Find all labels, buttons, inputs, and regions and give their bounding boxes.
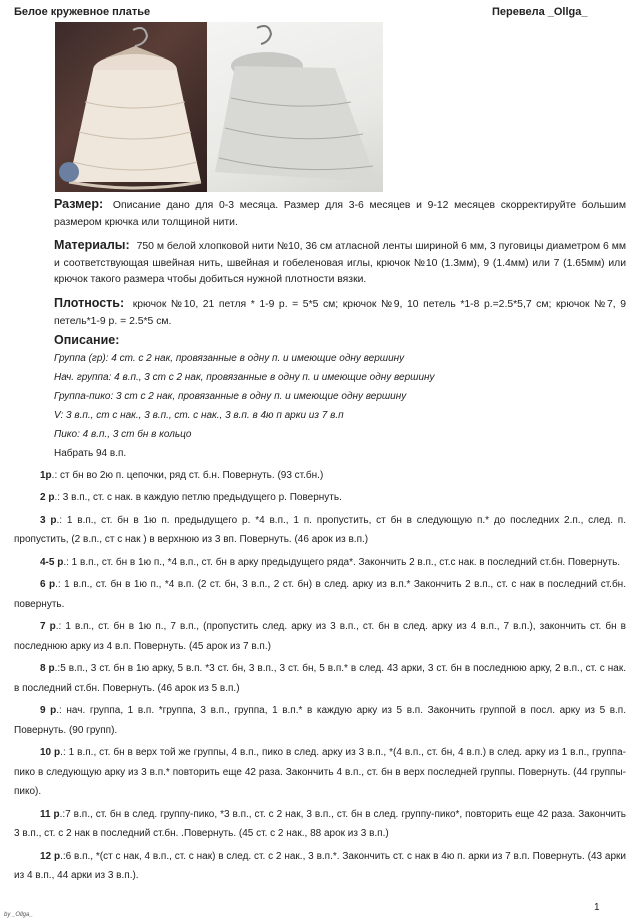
row-number: 7 р [40,621,56,633]
row-text: .: 1 в.п., ст. бн в верх той же группы, 4 в.п., пико в след. арку из 3 в.п., *(4 в.п., ст. бн, 4 в.п.) в след. арку из 1 в.п., группа-пико в следующую арку из 3 в.п.* повторить еще 42 раза. Закончить 4 в.п., ст. бн в верх последней группы. Повернуть. (44 группы-пико). [14,747,626,798]
row-number: 12 р [40,850,61,862]
row-text: .: 1 в.п., ст. бн в 1ю п., *4 в.п., ст. бн в арку предыдущего ряда*. Закончить 2 в.п., ст.с нак. в последний ст.бн. Повернуть. [63,556,621,568]
row-text: .:5 в.п., 3 ст. бн в 1ю арку, 5 в.п. *3 ст. бн, 3 в.п., 3 ст. бн, 5 в.п.* в след. 43 арки, 3 ст. бн в последнюю арку, 2 в.п., ст. с нак. в последний ст.бн. Повернуть. (46 арок из 5 в.п.) [14,663,627,694]
row-number: 4-5 р [40,556,64,568]
row-number: 8 р [40,663,55,675]
row-instruction [14,847,626,886]
definition-item: Нач. группа: 4 в.п., 3 ст с 2 нак, провязанные в одну п. и имеющие одну вершину [54,371,435,383]
row-text: .:6 в.п., *(ст с нак, 4 в.п., ст. с нак) в след. ст. с 2 нак., 3 в.п.*. Закончить ст. с нак в 4ю п. арки из 7 в.п. Повернуть. (43 арки из 4 в.п., 44 арки из 3 в.п.). [14,850,626,882]
description-title: Описание: [54,333,120,348]
cast-on-instruction: Набрать 94 в.п. [54,447,127,459]
row-number: 6 р [40,579,56,591]
row-instruction [14,488,626,508]
size-label: Размер: [54,197,104,211]
row-text: .: 1 в.п., ст. бн в 1ю п. предыдущего р. *4 в.п., 1 п. пропустить, ст бн в следующую п.* до последних 2.п., след. п. пропустить, (2 в.п., ст с нак ) в верхнюю из 3 вп. Повернуть. (46 арок из в.п.) [14,514,626,546]
row-text: .: ст бн во 2ю п. цепочки, ряд ст. б.н. Повернуть. (93 ст.бн.) [51,469,324,481]
definition-item: Группа (гр): 4 ст. с 2 нак, провязанные в одну п. и имеющие одну вершину [54,352,405,364]
size-section [14,196,626,231]
row-instruction [14,575,626,614]
row-number: 9 р [40,705,57,717]
row-number: 10 р [40,747,61,759]
document-title: Белое кружевное платье [14,6,151,18]
definition-item: Пико: 4 в.п., 3 ст бн в кольцо [54,428,192,440]
row-text: .: 1 в.п., ст. бн в 1ю п., 7 в.п., (пропустить след. арку из 3 в.п., ст. бн в след. арку из 4 в.п., 7 в.п.), закончить ст. бн в последнюю арку из 4 в.п. Повернуть. (45 арок из 7 в.п.) [14,621,626,652]
row-instruction [14,701,626,740]
definition-item: Группа-пико: 3 ст с 2 нак, провязанные в одну п. и имеющие одну вершину [54,390,407,402]
document-body [14,196,626,886]
footer-signature: by _Ollga_ [4,912,33,918]
row-number: 3 р [40,514,57,526]
row-instruction [14,743,626,802]
dress-photo-color [55,22,207,192]
row-text: .:7 в.п., ст. бн в след. группу-пико, *3 в.п., ст. с 2 нак, 3 в.п., ст. бн в след. группу-пико*, повторить еще 42 раза. Закончить 3 в.п., ст. с 2 нак в последний ст.бн. .Повернуть. (45 ст. с 2 нак., 88 арок из 3 в.п.) [14,808,626,840]
row-instruction [14,805,626,844]
row-number: 1р [40,469,52,481]
density-label: Плотность: [54,295,125,310]
density-section [14,295,626,330]
row-number: 11 р [40,808,60,820]
row-instruction [14,617,626,656]
row-number: 2 р [40,492,55,504]
materials-label: Материалы: [54,238,130,253]
row-instruction [14,553,626,573]
row-instruction [14,659,626,698]
row-text: .: 1 в.п., ст. бн в 1ю п., *4 в.п. (2 ст. бн, 3 в.п., 2 ст. бн) в след. арку из в.п.* Закончить 2 в.п., ст. с нак в последний ст.бн. повернуть. [14,579,626,610]
row-instruction [14,511,626,550]
row-text: .: нач. группа, 1 в.п. *группа, 3 в.п., группа, 1 в.п.* в каждую арку из 5 в.п. Закончить группой в посл. арку из 5 в.п. Повернуть. (90 групп). [14,705,626,736]
photo-strip [55,22,383,192]
definition-item: V: 3 в.п., ст с нак., 3 в.п., ст. с нак., 3 в.п. в 4ю п арки из 7 в.п [54,409,344,421]
page-number: 1 [594,902,600,913]
materials-text: 750 м белой хлопковой нити №10, 36 см атласной ленты шириной 6 мм, 3 пуговицы диаметром 6 мм и соответствующая швейная нить, швейная и гобеленовая иглы, крючок №10 (1.3мм), 9 (1.4мм) или 7 (1.65мм) или крючок такого размера чтобы добиться нужной плотности вязки. [54,241,626,286]
translator-credit: Перевела _Ollga_ [492,6,588,18]
materials-section [14,237,626,289]
density-text: крючок №10, 21 петля * 1-9 р. = 5*5 см; крючок №9, 10 петель *1-8 р.=2.5*5,7 см; крючок №7, 9 петель*1-9 р. = 2.5*5 см. [54,298,627,327]
size-text: Описание дано для 0-3 месяца. Размер для 3-6 месяцев и 9-12 месяцев скорректируйте большим размером крючка или толщиной нити. [54,200,626,228]
row-text: .: 3 в.п., ст. с нак. в каждую петлю предыдущего р. Повернуть. [54,492,342,504]
dress-photo-bw [207,22,383,192]
row-instruction [14,466,626,486]
